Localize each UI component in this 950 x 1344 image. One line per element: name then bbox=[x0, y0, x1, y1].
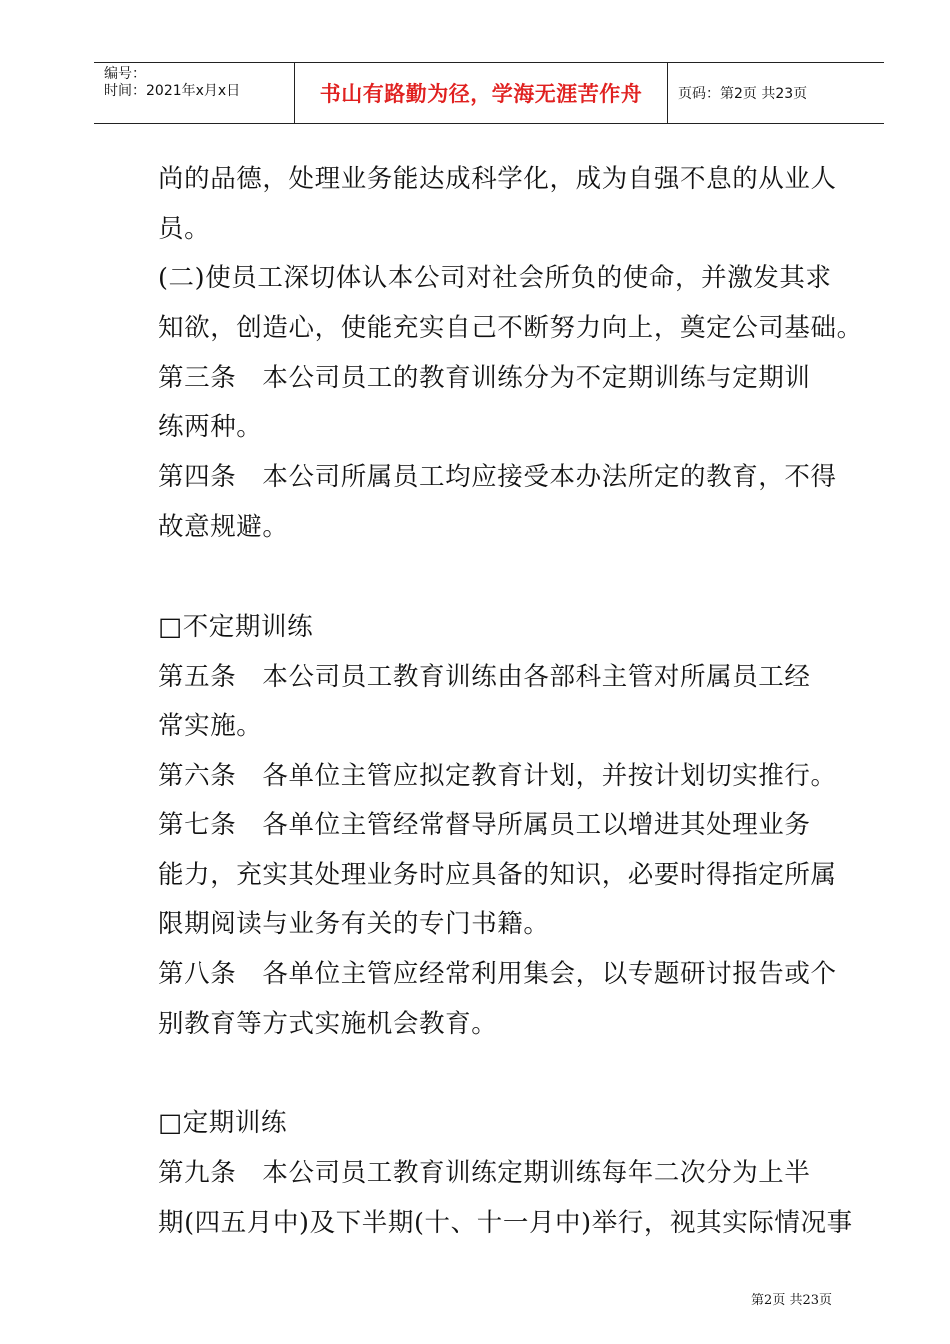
body-line: 第七条 各单位主管经常督导所属员工以增进其处理业务 bbox=[158, 810, 811, 840]
body-line: 员。 bbox=[158, 214, 211, 244]
header-page-cell bbox=[668, 63, 884, 123]
motto-text: 书山有路勤为径，学海无涯苦作舟 bbox=[319, 82, 643, 106]
body-line: 知欲，创造心，使能充实自己不断努力向上，奠定公司基础。 bbox=[158, 313, 863, 343]
section-heading: □不定期训练 bbox=[158, 612, 314, 642]
body-line: 第九条 本公司员工教育训练定期训练每年二次分为上半 bbox=[158, 1158, 811, 1188]
header-meta-cell bbox=[94, 63, 295, 123]
body-line: 第六条 各单位主管应拟定教育计划，并按计划切实推行。 bbox=[158, 761, 837, 791]
body-line: 别教育等方式实施机会教育。 bbox=[158, 1009, 498, 1039]
body-line: 第八条 各单位主管应经常利用集会，以专题研讨报告或个 bbox=[158, 959, 837, 989]
time-label: 时间：2021年x月x日 bbox=[104, 83, 241, 99]
section-heading: □定期训练 bbox=[158, 1108, 288, 1138]
body-line: (二)使员工深切体认本公司对社会所负的使命，并激发其求 bbox=[158, 263, 832, 293]
number-label: 编号： bbox=[104, 66, 146, 82]
page-header bbox=[94, 62, 884, 124]
body-line: 第三条 本公司员工的教育训练分为不定期训练与定期训 bbox=[158, 363, 811, 393]
body-line: 尚的品德，处理业务能达成科学化，成为自强不息的从业人 bbox=[158, 164, 837, 194]
body-line: 期(四五月中)及下半期(十、十一月中)举行，视其实际情况事 bbox=[158, 1208, 853, 1238]
body-line: 故意规避。 bbox=[158, 512, 289, 542]
body-line: 限期阅读与业务有关的专门书籍。 bbox=[158, 909, 550, 939]
body-line: 练两种。 bbox=[158, 412, 263, 442]
header-motto-cell bbox=[295, 63, 668, 123]
header-page-code: 页码：第2页 共23页 bbox=[678, 86, 808, 102]
body-line: 能力，充实其处理业务时应具备的知识，必要时得指定所属 bbox=[158, 860, 837, 890]
body-line: 常实施。 bbox=[158, 711, 263, 741]
page-footer: 第2页 共23页 bbox=[751, 1293, 832, 1308]
body-line: 第五条 本公司员工教育训练由各部科主管对所属员工经 bbox=[158, 662, 811, 692]
body-line: 第四条 本公司所属员工均应接受本办法所定的教育，不得 bbox=[158, 462, 837, 492]
